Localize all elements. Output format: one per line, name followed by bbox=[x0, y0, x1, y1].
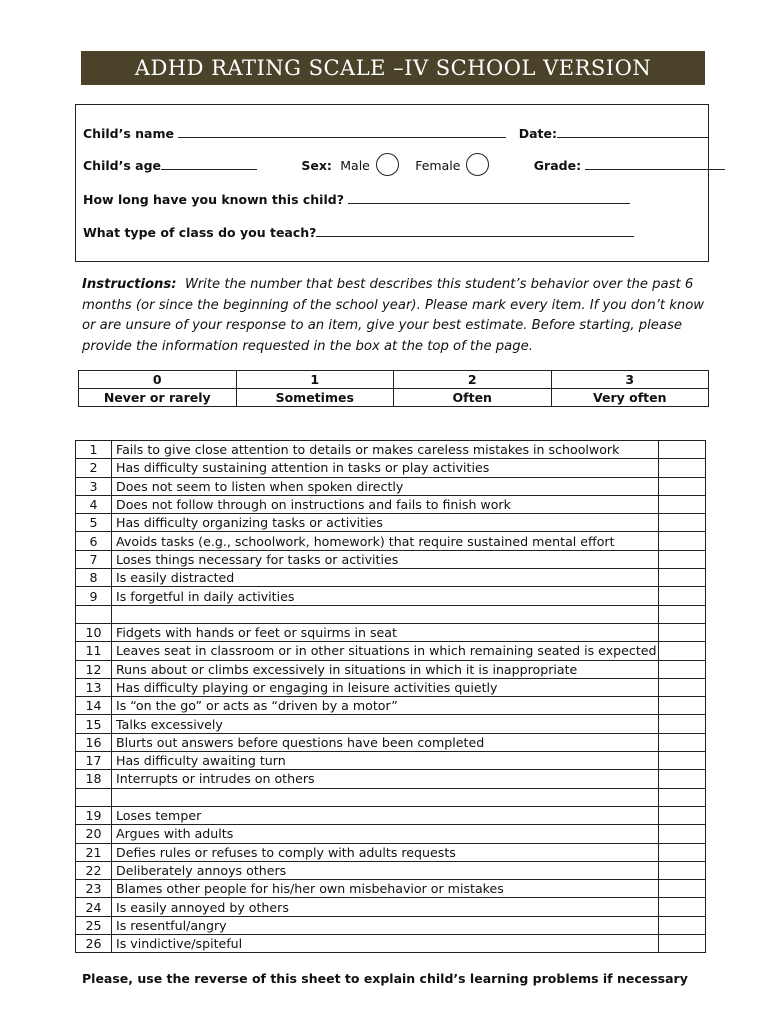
footer-note: Please, use the reverse of this sheet to explain child’s learning problems if necessary bbox=[82, 971, 688, 986]
table-row bbox=[76, 752, 706, 770]
child-info-box bbox=[75, 104, 709, 262]
table-row bbox=[76, 532, 706, 550]
known-label: How long have you known this child? bbox=[83, 192, 344, 207]
item-text bbox=[112, 605, 659, 623]
item-text: Leaves seat in classroom or in other situations in which remaining seated is expected bbox=[112, 642, 659, 660]
item-text: Blurts out answers before questions have been completed bbox=[112, 733, 659, 751]
item-number: 13 bbox=[76, 678, 112, 696]
scale-label: Very often bbox=[551, 389, 709, 407]
table-row bbox=[76, 441, 706, 459]
table-row bbox=[76, 477, 706, 495]
answer-cell[interactable] bbox=[659, 898, 706, 916]
item-text: Talks excessively bbox=[112, 715, 659, 733]
answer-cell[interactable] bbox=[659, 459, 706, 477]
sex-label: Sex: bbox=[301, 158, 332, 173]
item-text bbox=[112, 788, 659, 806]
item-number: 24 bbox=[76, 898, 112, 916]
item-number: 7 bbox=[76, 550, 112, 568]
answer-cell[interactable] bbox=[659, 660, 706, 678]
answer-cell[interactable] bbox=[659, 550, 706, 568]
answer-cell[interactable] bbox=[659, 605, 706, 623]
item-text: Runs about or climbs excessively in situations in which it is inappropriate bbox=[112, 660, 659, 678]
known-field[interactable] bbox=[348, 191, 630, 204]
table-row bbox=[76, 697, 706, 715]
item-text: Argues with adults bbox=[112, 825, 659, 843]
class-label: What type of class do you teach? bbox=[83, 225, 317, 240]
table-row bbox=[76, 935, 706, 953]
grade-field[interactable] bbox=[585, 157, 725, 170]
answer-cell[interactable] bbox=[659, 532, 706, 550]
item-text: Is vindictive/spiteful bbox=[112, 935, 659, 953]
child-age-field[interactable] bbox=[161, 157, 257, 170]
item-text: Interrupts or intrudes on others bbox=[112, 770, 659, 788]
table-row bbox=[76, 861, 706, 879]
table-row bbox=[76, 642, 706, 660]
item-number: 2 bbox=[76, 459, 112, 477]
answer-cell[interactable] bbox=[659, 623, 706, 641]
answer-cell[interactable] bbox=[659, 569, 706, 587]
instructions-body: Write the number that best describes this student’s behavior over the past 6 months (or since the beginning of the school year). Please mark every item. If you don’t know or are unsure of your response to an item, give your best estimate. Before starting, please provide the information requested in the box at the top of the page. bbox=[82, 277, 705, 354]
item-number: 18 bbox=[76, 770, 112, 788]
class-row bbox=[83, 224, 634, 240]
item-number: 19 bbox=[76, 806, 112, 824]
item-number: 3 bbox=[76, 477, 112, 495]
item-text: Is “on the go” or acts as “driven by a motor” bbox=[112, 697, 659, 715]
page-title: ADHD RATING SCALE –IV SCHOOL VERSION bbox=[81, 51, 705, 85]
rating-items-table bbox=[75, 440, 706, 953]
item-number: 15 bbox=[76, 715, 112, 733]
scale-label: Never or rarely bbox=[79, 389, 237, 407]
answer-cell[interactable] bbox=[659, 861, 706, 879]
scale-label: Sometimes bbox=[236, 389, 394, 407]
answer-cell[interactable] bbox=[659, 477, 706, 495]
table-row bbox=[76, 550, 706, 568]
known-row bbox=[83, 191, 630, 207]
table-row bbox=[76, 843, 706, 861]
scale-label: Often bbox=[394, 389, 552, 407]
table-row bbox=[76, 806, 706, 824]
table-row bbox=[76, 715, 706, 733]
table-row bbox=[76, 587, 706, 605]
answer-cell[interactable] bbox=[659, 587, 706, 605]
item-number: 16 bbox=[76, 733, 112, 751]
table-row bbox=[76, 898, 706, 916]
date-field[interactable] bbox=[557, 125, 709, 138]
table-row bbox=[76, 916, 706, 934]
item-number: 14 bbox=[76, 697, 112, 715]
item-text: Does not follow through on instructions and fails to finish work bbox=[112, 495, 659, 513]
table-row bbox=[76, 825, 706, 843]
table-row bbox=[76, 623, 706, 641]
answer-cell[interactable] bbox=[659, 916, 706, 934]
item-number: 26 bbox=[76, 935, 112, 953]
item-text: Blames other people for his/her own misbehavior or mistakes bbox=[112, 880, 659, 898]
item-text: Defies rules or refuses to comply with adults requests bbox=[112, 843, 659, 861]
table-row bbox=[76, 733, 706, 751]
item-number: 23 bbox=[76, 880, 112, 898]
item-text: Has difficulty playing or engaging in leisure activities quietly bbox=[112, 678, 659, 696]
scale-value: 2 bbox=[394, 371, 552, 389]
child-name-row bbox=[83, 125, 709, 141]
item-text: Loses temper bbox=[112, 806, 659, 824]
item-text: Deliberately annoys others bbox=[112, 861, 659, 879]
class-field[interactable] bbox=[316, 224, 634, 237]
item-text: Does not seem to listen when spoken directly bbox=[112, 477, 659, 495]
item-number: 1 bbox=[76, 441, 112, 459]
item-number: 8 bbox=[76, 569, 112, 587]
grade-label: Grade: bbox=[533, 158, 582, 173]
answer-cell[interactable] bbox=[659, 752, 706, 770]
answer-cell[interactable] bbox=[659, 843, 706, 861]
date-label: Date: bbox=[518, 126, 557, 141]
instructions bbox=[82, 275, 707, 357]
item-text: Loses things necessary for tasks or activities bbox=[112, 550, 659, 568]
answer-cell[interactable] bbox=[659, 733, 706, 751]
answer-cell[interactable] bbox=[659, 788, 706, 806]
child-name-field[interactable] bbox=[178, 125, 506, 138]
scale-value: 3 bbox=[551, 371, 709, 389]
table-row bbox=[76, 678, 706, 696]
item-number: 11 bbox=[76, 642, 112, 660]
answer-cell[interactable] bbox=[659, 495, 706, 513]
item-number: 10 bbox=[76, 623, 112, 641]
item-number: 6 bbox=[76, 532, 112, 550]
table-row bbox=[76, 569, 706, 587]
item-text: Has difficulty organizing tasks or activities bbox=[112, 514, 659, 532]
item-number: 5 bbox=[76, 514, 112, 532]
answer-cell[interactable] bbox=[659, 642, 706, 660]
table-row bbox=[76, 880, 706, 898]
table-row bbox=[76, 788, 706, 806]
female-label: Female bbox=[415, 158, 461, 173]
item-number: 21 bbox=[76, 843, 112, 861]
item-text: Has difficulty sustaining attention in tasks or play activities bbox=[112, 459, 659, 477]
age-sex-grade-row bbox=[83, 157, 725, 176]
table-row bbox=[76, 605, 706, 623]
item-text: Avoids tasks (e.g., schoolwork, homework) that require sustained mental effort bbox=[112, 532, 659, 550]
answer-cell[interactable] bbox=[659, 697, 706, 715]
answer-cell[interactable] bbox=[659, 441, 706, 459]
male-radio[interactable] bbox=[376, 153, 399, 176]
item-number bbox=[76, 788, 112, 806]
item-number: 4 bbox=[76, 495, 112, 513]
rating-scale-table bbox=[78, 370, 709, 407]
table-row bbox=[76, 459, 706, 477]
table-row bbox=[76, 660, 706, 678]
answer-cell[interactable] bbox=[659, 806, 706, 824]
answer-cell[interactable] bbox=[659, 715, 706, 733]
item-text: Is easily distracted bbox=[112, 569, 659, 587]
item-number bbox=[76, 605, 112, 623]
answer-cell[interactable] bbox=[659, 935, 706, 953]
item-text: Fails to give close attention to details or makes careless mistakes in schoolwork bbox=[112, 441, 659, 459]
item-text: Has difficulty awaiting turn bbox=[112, 752, 659, 770]
answer-cell[interactable] bbox=[659, 678, 706, 696]
table-row bbox=[76, 495, 706, 513]
item-text: Is resentful/angry bbox=[112, 916, 659, 934]
item-text: Is forgetful in daily activities bbox=[112, 587, 659, 605]
item-number: 9 bbox=[76, 587, 112, 605]
answer-cell[interactable] bbox=[659, 770, 706, 788]
answer-cell[interactable] bbox=[659, 880, 706, 898]
table-row bbox=[76, 514, 706, 532]
scale-value: 0 bbox=[79, 371, 237, 389]
instructions-lead: Instructions: bbox=[82, 277, 177, 292]
item-number: 25 bbox=[76, 916, 112, 934]
child-age-label: Child’s age bbox=[83, 158, 161, 173]
table-row bbox=[76, 770, 706, 788]
item-number: 17 bbox=[76, 752, 112, 770]
child-name-label: Child’s name bbox=[83, 126, 174, 141]
item-number: 22 bbox=[76, 861, 112, 879]
item-text: Is easily annoyed by others bbox=[112, 898, 659, 916]
item-number: 12 bbox=[76, 660, 112, 678]
answer-cell[interactable] bbox=[659, 514, 706, 532]
male-label: Male bbox=[340, 158, 370, 173]
female-radio[interactable] bbox=[466, 153, 489, 176]
scale-value: 1 bbox=[236, 371, 394, 389]
item-text: Fidgets with hands or feet or squirms in seat bbox=[112, 623, 659, 641]
item-number: 20 bbox=[76, 825, 112, 843]
answer-cell[interactable] bbox=[659, 825, 706, 843]
